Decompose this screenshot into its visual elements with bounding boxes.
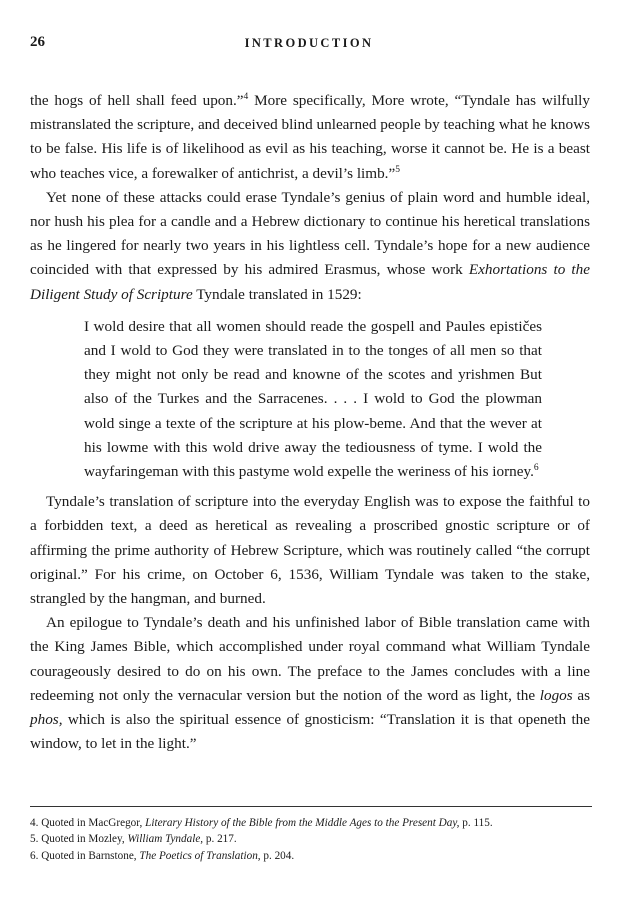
footnote-6-text-a: 6. Quoted in Barnstone, (30, 849, 140, 862)
footnote-5-title: William Tyndale, (127, 833, 204, 846)
footnote-divider (30, 806, 592, 807)
footnote-ref-4: 4 (243, 91, 249, 102)
footnote-ref-5: 5 (395, 164, 400, 175)
paragraph-2-text-b: Tyndale translated in 1529: (192, 285, 362, 303)
paragraph-2 (30, 186, 590, 307)
footnote-6-title: The Poetics of Translation, (139, 849, 261, 862)
footnote-4-title: Literary History of the Bible from the Middle Ages to the Present Day, (145, 817, 460, 829)
paragraph-4-text-mid: as (572, 686, 590, 704)
section-title: INTRODUCTION (244, 36, 374, 50)
footnote-4-text-b: p. 115. (459, 817, 493, 829)
logos-term: logos (539, 686, 573, 704)
paragraph-4 (30, 611, 590, 756)
paragraph-3: Tyndale’s translation of scripture into the everyday English was to expose the faithful to a forbidden text, a deed as heretical as revealing a proscribed gnostic scripture or of affirming the prime authority of Hebrew Scripture, which was routinely called “the corrupt original.” For his crime, on October 6, 1536, William Tyndale was taken to the stake, strangled by the hangman, and burned. (30, 493, 590, 608)
block-quote-text: I wold desire that all women should reade the gospell and Paules epističes and I wold to God they were translated in to the tonges of all men so that they might not only be read and knowne of the scotes and yrishmen But also of the Turkes and the Sarracenes. . . . I wold to God the plowman wold singe a texte of the scripture at his plow-beme. And that the wever at his lowme with this wold drive away the tediousness of tyme. I wold the wayfaringeman with this pastyme wold expelle the weriness of his iorney. (84, 317, 542, 481)
footnote-5-text-b: p. 217. (203, 833, 237, 846)
footnote-5-text-a: 5. Quoted in Mozley, (30, 833, 128, 846)
footnote-ref-6: 6 (533, 462, 539, 473)
paragraph-1-text-b: More specifically, More wrote, “Tyndale has wilfully mistranslated the scripture, and deceived blind unlearned people by teaching what he knows to be false. His life is of likelihood as evil as his teaching, worse it cannot be. He is a beast who teaches vice, a forewalker of antichrist, a devil’s limb.” (30, 92, 590, 182)
running-head (26, 34, 592, 54)
paragraph-1-text-a: the hogs of hell shall feed upon.” (30, 92, 244, 109)
page-number: 26 (30, 34, 45, 50)
paragraph-1 (30, 89, 590, 186)
footnote-6-text-b: p. 204. (260, 849, 295, 862)
main-text (30, 89, 590, 756)
footnote-4-text-a: 4. Quoted in MacGregor, (30, 817, 146, 829)
footnote-4 (30, 815, 592, 831)
erasmus-work-title: Exhortations to the Diligent Study of Scripture (30, 261, 590, 303)
block-quote (84, 315, 542, 484)
footnote-6 (30, 848, 592, 864)
paragraph-2-text-a: Yet none of these attacks could erase Tyndale’s genius of plain word and humble ideal, nor hush his plea for a candle and a Hebrew dictionary to continue his heretical translations as he lingered for nearly two years in his lightless cell. Tyndale’s hope for a new audience coincided with that expressed by his admired Erasmus, whose work (30, 188, 590, 279)
paragraph-4-text-a: An epilogue to Tyndale’s death and his unfinished labor of Bible translation came with the King James Bible, which accomplished under royal command what William Tyndale courageously desired to do on his own. The preface to the James concludes with a line redeeming not only the vernacular version but the notion of the word as light, the (30, 614, 590, 704)
phos-term: phos, (30, 711, 63, 729)
footnotes (30, 815, 592, 864)
paragraph-4-text-b: which is also the spiritual essence of gnosticism: “Translation it is that openeth the window, to let in the light.” (30, 711, 590, 753)
footnote-5 (30, 831, 592, 847)
